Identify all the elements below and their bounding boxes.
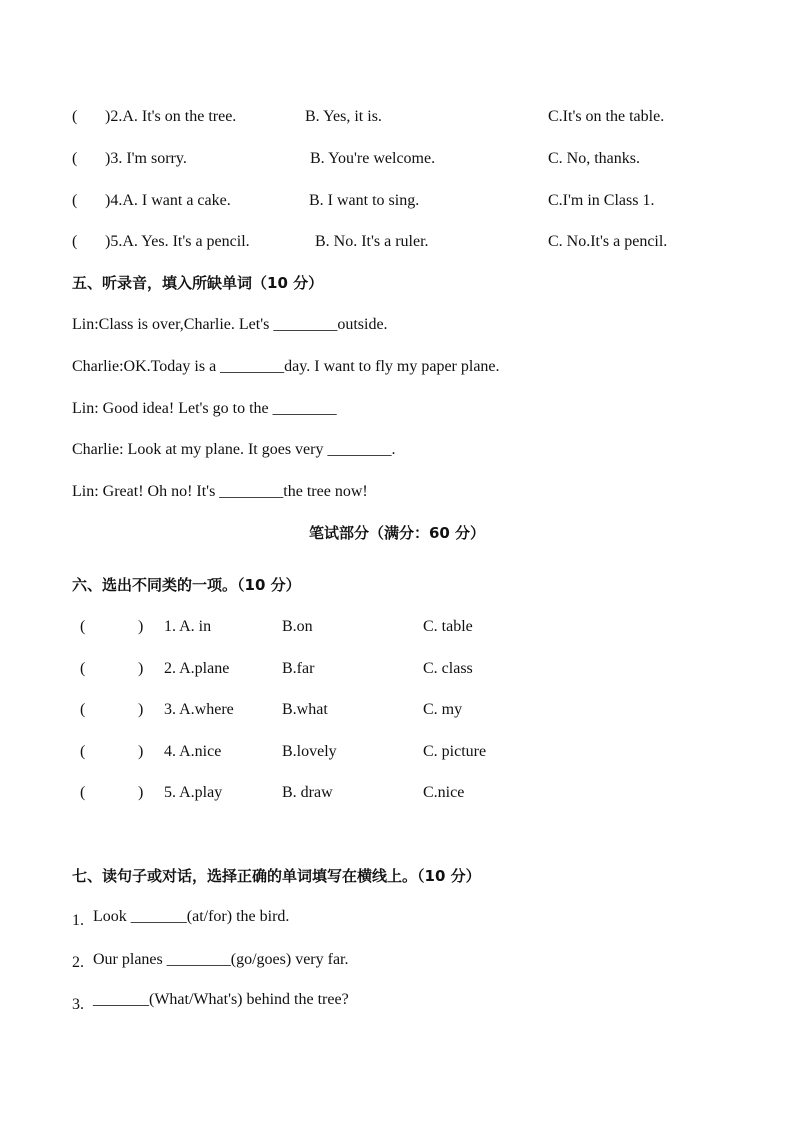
option-b: B.what <box>282 701 328 718</box>
option-b: B. No. It's a ruler. <box>315 233 429 250</box>
paren-open: ( <box>80 701 86 718</box>
option-a: 1. A. in <box>164 618 212 635</box>
option-c: C. my <box>423 701 463 718</box>
option-a: 4. A.nice <box>164 743 222 760</box>
paren: ( <box>72 233 78 250</box>
section7-title: 七、读句子或对话，选择正确的单词填写在横线上。（10 分） <box>72 867 481 885</box>
dialogue-line: Charlie: Look at my plane. It goes very ________. <box>72 441 396 458</box>
dialogue-line: Lin: Great! Oh no! It's ________the tree now! <box>72 483 368 500</box>
option-c: C.I'm in Class 1. <box>548 192 655 209</box>
paren-open: ( <box>80 618 86 635</box>
paren-open: ( <box>80 743 86 760</box>
option-a: 3. A.where <box>164 701 234 718</box>
option-a: )4.A. I want a cake. <box>105 192 231 209</box>
option-b: B. Yes, it is. <box>305 108 382 125</box>
option-c: C. table <box>423 618 473 635</box>
option-c: C. No, thanks. <box>548 150 640 167</box>
option-a: )2.A. It's on the tree. <box>105 108 237 125</box>
paren-close: ) <box>138 660 144 677</box>
option-a: 2. A.plane <box>164 660 230 677</box>
option-c: C. picture <box>423 743 487 760</box>
paren-open: ( <box>80 784 86 801</box>
dialogue-line: Charlie:OK.Today is a ________day. I want to fly my paper plane. <box>72 358 500 375</box>
item-number: 3. <box>72 996 84 1013</box>
option-b: B. draw <box>282 784 333 801</box>
written-part-title: 笔试部分（满分：60 分） <box>308 524 486 542</box>
option-b: B.lovely <box>282 743 337 760</box>
item-text: _______(What/What's) behind the tree? <box>93 991 349 1008</box>
paren-close: ) <box>138 784 144 801</box>
item-text: Our planes ________(go/goes) very far. <box>93 951 349 968</box>
item-text: Look _______(at/for) the bird. <box>93 908 290 925</box>
option-a: )3. I'm sorry. <box>105 150 187 167</box>
paren-close: ) <box>138 618 144 635</box>
option-b: B.far <box>282 660 315 677</box>
option-c: C. No.It's a pencil. <box>548 233 668 250</box>
option-c: C. class <box>423 660 473 677</box>
option-c: C.nice <box>423 784 465 801</box>
dialogue-line: Lin: Good idea! Let's go to the ________ <box>72 400 337 417</box>
paren-close: ) <box>138 743 144 760</box>
section5-title: 五、听录音，填入所缺单词（10 分） <box>72 274 324 292</box>
option-a: 5. A.play <box>164 784 223 801</box>
paren-close: ) <box>138 701 144 718</box>
paren: ( <box>72 192 78 209</box>
item-number: 2. <box>72 954 84 971</box>
option-b: B.on <box>282 618 313 635</box>
option-c: C.It's on the table. <box>548 108 665 125</box>
option-b: B. I want to sing. <box>309 192 420 209</box>
option-b: B. You're welcome. <box>310 150 436 167</box>
section6-title: 六、选出不同类的一项。（10 分） <box>72 576 301 594</box>
dialogue-line: Lin:Class is over,Charlie. Let's ________outside. <box>72 316 388 333</box>
item-number: 1. <box>72 912 84 929</box>
paren: ( <box>72 108 78 125</box>
paren-open: ( <box>80 660 86 677</box>
paren: ( <box>72 150 78 167</box>
option-a: )5.A. Yes. It's a pencil. <box>105 233 250 250</box>
